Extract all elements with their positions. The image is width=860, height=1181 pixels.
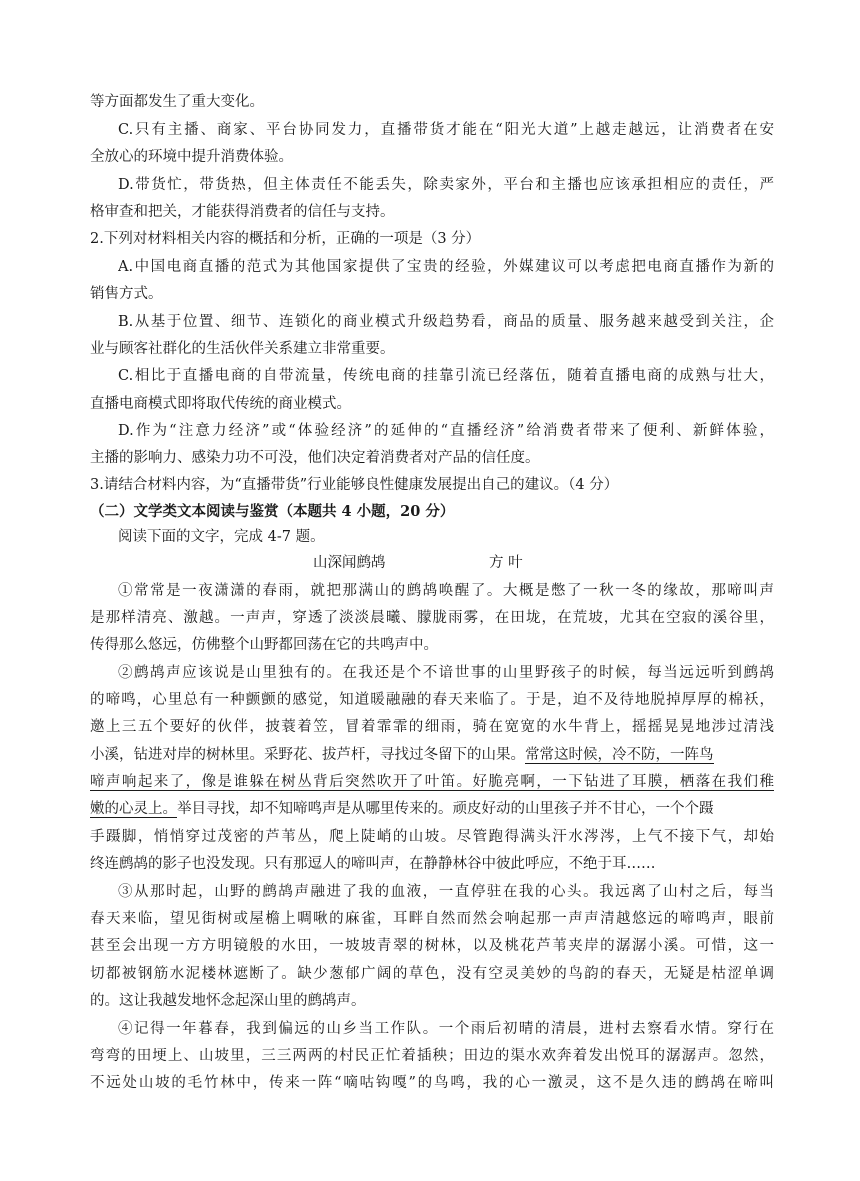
paragraph-line: 终连鹧鸪的影子也没发现。只有那逗人的啼叫声，在静静林谷中彼此呼应，不绝于耳……	[90, 856, 656, 872]
section-heading: （二）文学类文本阅读与鉴赏（本题共 4 小题，20 分）	[90, 503, 455, 520]
paragraph-line: 手蹑脚，悄悄穿过茂密的芦苇丛，爬上陡峭的山坡。尽管跑得满头汗水涔涔，上气不接下气，却始	[90, 829, 774, 845]
reading-instruction: 阅读下面的文字，完成 4-7 题。	[118, 529, 325, 545]
q2-option-a-line-1: A.中国电商直播的范式为其他国家提供了宝贵的经验，外媒建议可以考虑把电商直播作为新的	[118, 259, 774, 275]
q2-option-c-line-2: 直播电商模式即将取代传统的商业模式。	[90, 396, 351, 412]
q2-option-b-line-2: 业与顾客社群化的生活伙伴关系建立非常重要。	[90, 341, 395, 357]
paragraph-line: ④记得一年暮春，我到偏远的山乡当工作队。一个雨后初晴的清晨，进村去察看水情。穿行在	[118, 1021, 774, 1037]
underlined-text: 常常这时候，冷不防，一阵鸟	[525, 747, 714, 763]
paragraph-line: 不远处山坡的毛竹林中，传来一阵“嘀咕钩嘎”的鸟鸣，我的心一激灵，这不是久违的鹧鸪在啼叫	[90, 1075, 774, 1091]
q2-option-b-line-1: B.从基于位置、细节、连锁化的商业模式升级趋势看，商品的质量、服务越来越受到关注，企	[118, 314, 774, 330]
paragraph-line: 传得那么悠远，仿佛整个山野都回荡在它的共鸣声中。	[90, 637, 438, 653]
paragraph-line: 邀上三五个要好的伙伴，披蓑着笠，冒着霏霏的细雨，骑在宽宽的水牛背上，摇摇晃晃地涉过清浅	[90, 719, 774, 735]
option-d-line-2: 格审查和把关，才能获得消费者的信任与支持。	[90, 204, 395, 220]
text-span: 举目寻找，却不知啼鸣声是从哪里传来的。顽皮好动的山里孩子并不甘心，一个个蹑	[177, 801, 714, 817]
question-2: 2.下列对材料相关内容的概括和分析，正确的一项是（3 分）	[90, 231, 481, 247]
paragraph-line: ③从那时起，山野的鹧鸪声融进了我的血液，一直停驻在我的心头。我远离了山村之后，每当	[118, 884, 774, 900]
q2-option-c-line-1: C.相比于直播电商的自带流量，传统电商的挂靠引流已经落伍，随着直播电商的成熟与壮大，	[118, 368, 774, 384]
paragraph-line: 春天来临，望见街树或屋檐上啁啾的麻雀，耳畔自然而然会响起那一声声清越悠远的啼鸣声，眼前	[90, 911, 774, 927]
underlined-text: 嫩的心灵上。	[90, 801, 177, 817]
paragraph-line	[90, 745, 774, 767]
story-author: 方 叶	[489, 555, 523, 571]
paragraph-line: 甚至会出现一方方明镜般的水田，一坡坡青翠的树林，以及桃花芦苇夹岸的潺潺小溪。可惜，这一	[90, 938, 774, 954]
paragraph-line: 弯弯的田埂上、山坡里，三三两两的村民正忙着插秧；田边的渠水欢奔着发出悦耳的潺潺声。忽然，	[90, 1048, 774, 1064]
underlined-text: 啼声响起来了，像是谁躲在树丛背后突然吹开了叶笛。好脆亮啊，一下钻进了耳膜，栖落在我们稚	[90, 774, 774, 790]
paragraph-line: ①常常是一夜潇潇的春雨，就把那满山的鹧鸪唤醒了。大概是憋了一秋一冬的缘故，那啼叫声	[118, 583, 774, 599]
question-3: 3.请结合材料内容，为“直播带货”行业能够良性健康发展提出自己的建议。（4 分）	[90, 477, 619, 493]
paragraph-line: 是那样清亮、激越。一声声，穿透了淡淡晨曦、朦胧雨雾，在田垅，在荒坡，尤其在空寂的溪谷里，	[90, 610, 774, 626]
option-c-line-2: 全放心的环境中提升消费体验。	[90, 149, 293, 165]
paragraph-line: 切都被钢筋水泥楼林遮断了。缺少葱郁广阔的草色，没有空灵美妙的鸟韵的春天，无疑是枯涩单调	[90, 966, 774, 982]
q2-option-d-line-1: D.作为“注意力经济”或“体验经济”的延伸的“直播经济”给消费者带来了便利、新鲜体验，	[118, 423, 774, 439]
story-title: 山深闻鹧鸪	[313, 555, 386, 571]
option-c-line-1: C.只有主播、商家、平台协同发力，直播带货才能在“阳光大道”上越走越远，让消费者在安	[118, 122, 774, 138]
q2-option-a-line-2: 销售方式。	[90, 286, 163, 302]
paragraph-line	[90, 799, 774, 821]
option-d-line-1: D.带货忙，带货热，但主体责任不能丢失，除卖家外，平台和主播也应该承担相应的责任，严	[118, 177, 774, 193]
paragraph-line: 的。这让我越发地怀念起深山里的鹧鸪声。	[90, 993, 366, 1009]
text-span: 小溪，钻进对岸的树林里。采野花、拔芦杆，寻找过冬留下的山果。	[90, 747, 525, 763]
paragraph-line: 的啼鸣，心里总有一种颤颤的感觉，知道暖融融的春天来临了。于是，迫不及待地脱掉厚厚的棉袄，	[90, 692, 774, 708]
q2-option-d-line-2: 主播的影响力、感染力功不可没，他们决定着消费者对产品的信任度。	[90, 450, 540, 466]
text-line: 等方面都发生了重大变化。	[90, 94, 264, 110]
underlined-line	[90, 772, 774, 794]
paragraph-line: ②鹧鸪声应该说是山里独有的。在我还是个不谙世事的山里野孩子的时候，每当远远听到鹧鸪	[118, 665, 774, 681]
